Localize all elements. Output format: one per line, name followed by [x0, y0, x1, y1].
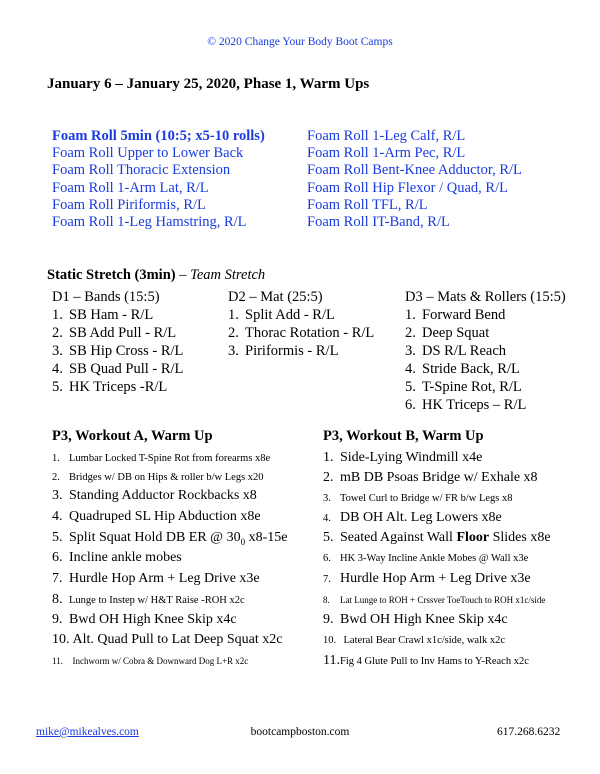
- list-item: 3. Towel Curl to Bridge w/ FR b/w Legs x8: [323, 493, 513, 504]
- list-item: 1. Forward Bend: [405, 307, 506, 323]
- list-item: 5. T-Spine Rot, R/L: [405, 379, 522, 395]
- list-item: 3. Piriformis - R/L: [228, 343, 339, 359]
- stretch-column-d1: [52, 288, 183, 396]
- list-item: Foam Roll 1-Arm Pec, R/L: [307, 145, 466, 162]
- list-item: 2. mB DB Psoas Bridge w/ Exhale x8: [323, 470, 538, 485]
- list-item: 4. Stride Back, R/L: [405, 361, 520, 377]
- foam-roll-list-right: [307, 128, 522, 231]
- list-item: Foam Roll Piriformis, R/L: [52, 196, 206, 213]
- list-item: 9. Bwd OH High Knee Skip x4c: [52, 612, 237, 627]
- workout-b-heading: P3, Workout B, Warm Up: [323, 428, 484, 444]
- stretch-column-d3: [405, 288, 566, 414]
- workout-b-list: [323, 450, 593, 670]
- list-item: 5. Split Squat Hold DB ER @ $30_0$ x8-15e: [52, 530, 288, 547]
- list-item: 4. DB OH Alt. Leg Lowers x8e: [323, 510, 502, 525]
- list-item: 6. Incline ankle mobes: [52, 550, 182, 565]
- static-stretch-heading: [47, 267, 265, 284]
- list-item: 7. Hurdle Hop Arm + Leg Drive x3e: [323, 571, 531, 586]
- list-item: 2. Bridges w/ DB on Hips & roller b/w Legs x20: [52, 472, 264, 483]
- column-title: D2 – Mat (25:5): [228, 289, 323, 305]
- list-item: 1. Side-Lying Windmill x4e: [323, 450, 483, 465]
- list-item: 2. Deep Squat: [405, 325, 490, 341]
- list-item: 2. SB Add Pull - R/L: [52, 325, 177, 341]
- list-item: 11.Fig 4 Glute Pull to Inv Hams to Y-Reach x2c: [323, 653, 529, 668]
- list-item: 10. Alt. Quad Pull to Lat Deep Squat x2c: [52, 632, 283, 647]
- workout-a-heading: P3, Workout A, Warm Up: [52, 428, 213, 444]
- list-item: Foam Roll 1-Leg Calf, R/L: [307, 128, 466, 144]
- workout-a-list: [52, 450, 322, 670]
- list-item: Foam Roll Bent-Knee Adductor, R/L: [307, 162, 522, 179]
- list-item: 2. Thorac Rotation - R/L: [228, 325, 375, 341]
- list-item: Foam Roll IT-Band, R/L: [307, 214, 450, 231]
- list-item: 1. SB Ham - R/L: [52, 307, 154, 323]
- list-item: 1. Lumbar Locked T-Spine Rot from forearms x8e: [52, 453, 271, 464]
- list-item: 3. SB Hip Cross - R/L: [52, 343, 184, 359]
- page-title: January 6 – January 25, 2020, Phase 1, Warm Ups: [47, 76, 370, 92]
- list-item: 1. Split Add - R/L: [228, 307, 335, 323]
- list-item: 8. Lunge to Instep w/ H&T Raise -ROH x2c: [52, 592, 245, 607]
- list-item: 11. Inchworm w/ Cobra & Downward Dog L+R x2c: [52, 656, 249, 666]
- list-item: 7. Hurdle Hop Arm + Leg Drive x3e: [52, 571, 260, 586]
- static-stretch-subtitle: Team Stretch: [190, 267, 266, 283]
- list-item: 8. Lat Lunge to ROH + Crssver ToeTouch to ROH x1c/side: [323, 595, 546, 605]
- list-item: 4. SB Quad Pull - R/L: [52, 361, 184, 377]
- footer-email-link[interactable]: mike@mikealves.com: [36, 726, 139, 738]
- list-item: Foam Roll TFL, R/L: [307, 196, 428, 213]
- list-item: 4. Quadruped SL Hip Abduction x8e: [52, 509, 261, 524]
- list-item: Foam Roll Hip Flexor / Quad, R/L: [307, 179, 508, 196]
- list-item: 5. HK Triceps -R/L: [52, 379, 168, 395]
- list-item: 6. HK 3-Way Incline Ankle Mobes @ Wall x3e: [323, 553, 529, 564]
- list-item: 9. Bwd OH High Knee Skip x4c: [323, 612, 508, 627]
- list-item: 3. DS R/L Reach: [405, 343, 507, 359]
- list-item: Foam Roll Thoracic Extension: [52, 162, 231, 179]
- heading-dash: –: [175, 267, 191, 283]
- copyright-line: © 2020 Change Your Body Boot Camps: [207, 36, 393, 48]
- list-item: 10. Lateral Bear Crawl x1c/side, walk x2c: [323, 635, 506, 646]
- list-item: Foam Roll 5min (10:5; x5-10 rolls): [52, 128, 265, 144]
- list-item: Foam Roll Upper to Lower Back: [52, 145, 244, 162]
- foam-roll-list-left: [52, 128, 265, 231]
- footer-phone: 617.268.6232: [497, 726, 561, 738]
- list-item: Foam Roll 1-Arm Lat, R/L: [52, 179, 209, 196]
- stretch-column-d2: [228, 288, 374, 360]
- list-item: Foam Roll 1-Leg Hamstring, R/L: [52, 214, 247, 231]
- column-title: D3 – Mats & Rollers (15:5): [405, 289, 566, 305]
- column-title: D1 – Bands (15:5): [52, 289, 160, 305]
- list-item: 5. Seated Against Wall Floor Slides x8e: [323, 530, 551, 545]
- list-item: 3. Standing Adductor Rockbacks x8: [52, 488, 257, 503]
- list-item: 6. HK Triceps – R/L: [405, 397, 527, 413]
- static-stretch-title: Static Stretch (3min): [47, 267, 176, 283]
- footer-website: bootcampboston.com: [250, 726, 350, 738]
